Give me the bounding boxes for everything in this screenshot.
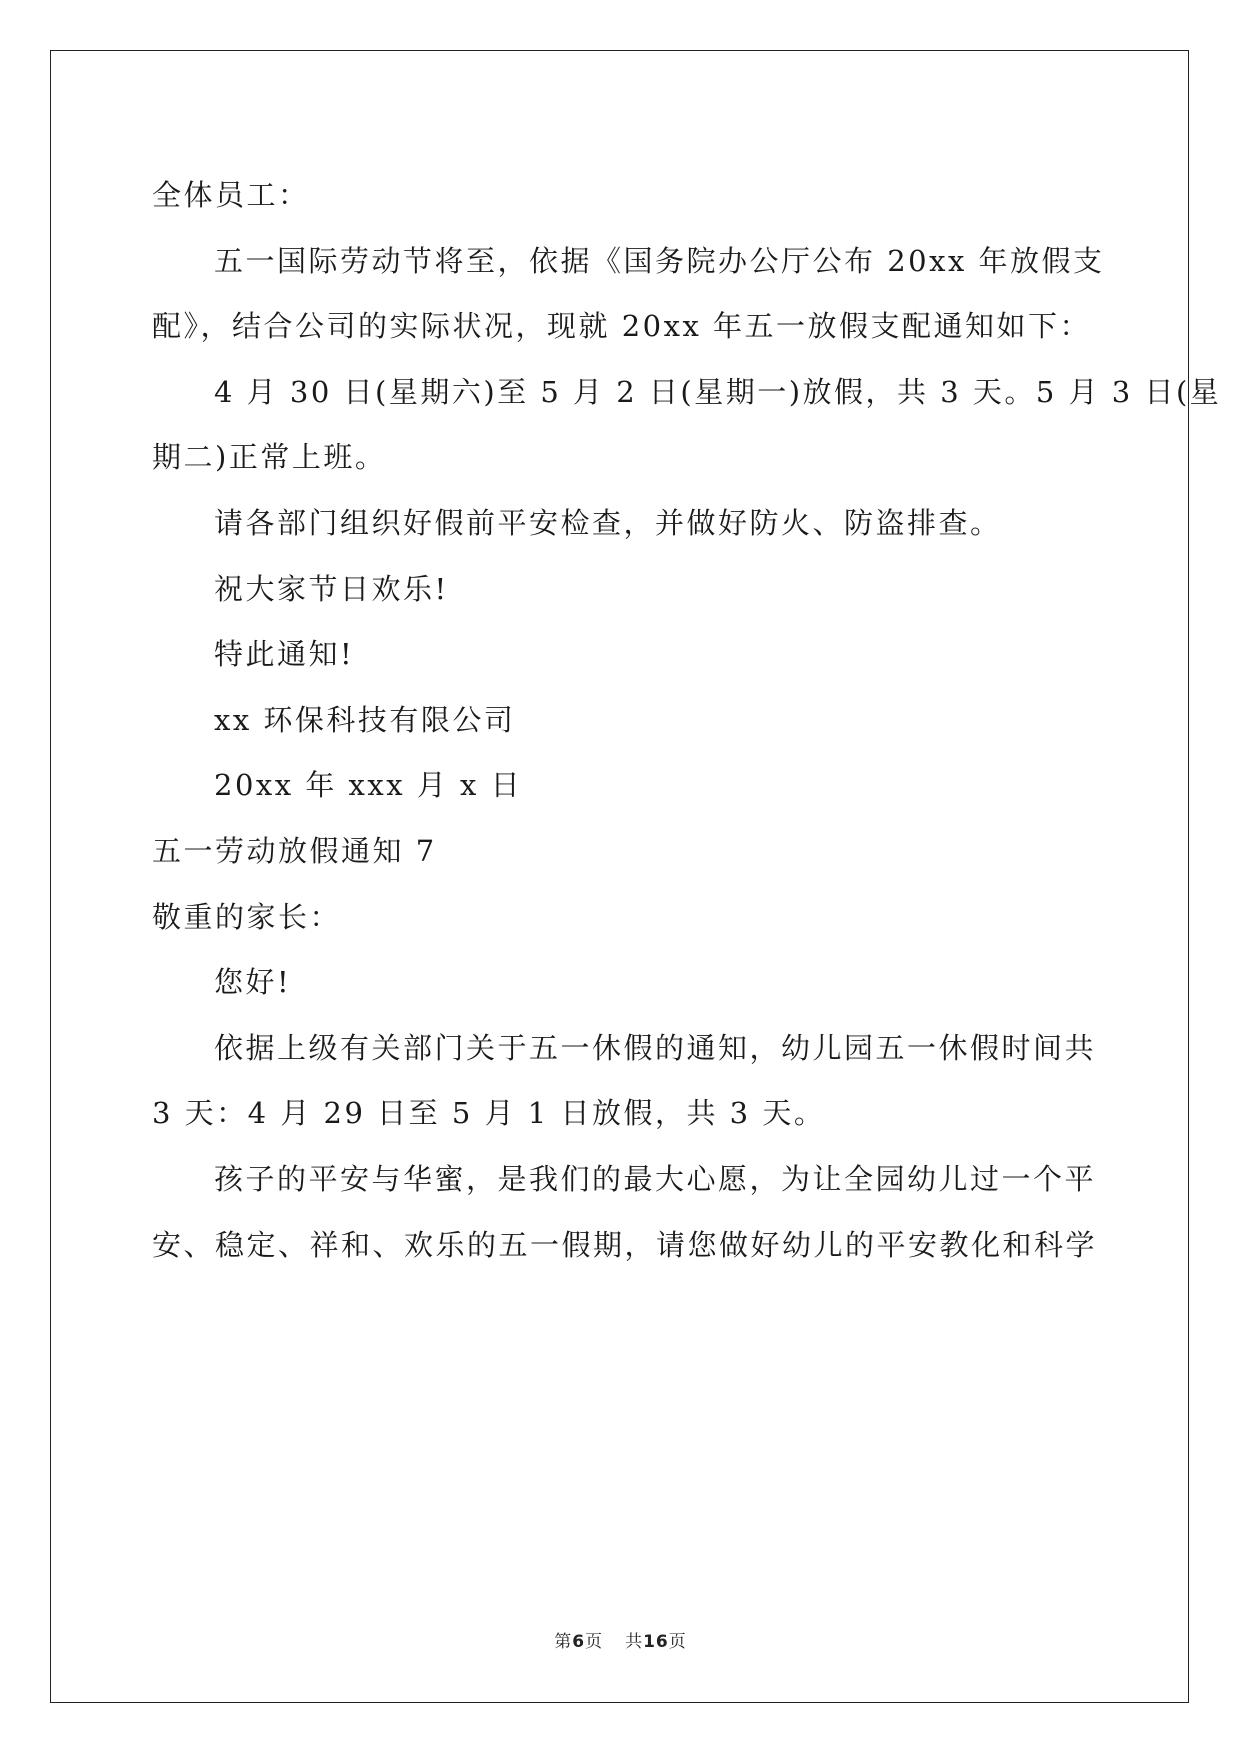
document-body xyxy=(152,170,1222,1285)
footer-total-suffix: 页 xyxy=(668,1632,687,1652)
footer-total-pages: 16 xyxy=(643,1632,669,1652)
page-footer xyxy=(0,1627,1241,1652)
text-line: 五一劳动放假通知 7 xyxy=(152,833,437,868)
text-line: 依据上级有关部门关于五一休假的通知，幼儿园五一休假时间共 xyxy=(214,1030,1097,1065)
text-line: 五一国际劳动节将至，依据《国务院办公厅公布 20xx 年放假支 xyxy=(214,243,1105,278)
footer-total-prefix: 共 xyxy=(625,1632,644,1652)
text-line: 敬重的家长： xyxy=(152,899,342,934)
text-line: 配》，结合公司的实际状况，现就 20xx 年五一放假支配通知如下： xyxy=(152,309,1092,344)
text-line: 4 月 30 日(星期六)至 5 月 2 日(星期一)放假，共 3 天。5 月 3 日(星 xyxy=(214,374,1222,409)
text-line: 安、稳定、祥和、欢乐的五一假期，请您做好幼儿的平安教化和科学 xyxy=(152,1227,1098,1262)
text-line: 特此通知! xyxy=(214,637,355,672)
text-line: xx 环保科技有限公司 xyxy=(214,702,516,737)
text-line: 孩子的平安与华蜜，是我们的最大心愿，为让全园幼儿过一个平 xyxy=(214,1161,1097,1196)
footer-prefix: 第 xyxy=(554,1632,573,1652)
text-line: 全体员工： xyxy=(152,178,310,212)
text-line: 请各部门组织好假前平安检查，并做好防火、防盗排查。 xyxy=(214,505,1002,540)
text-line: 祝大家节日欢乐! xyxy=(214,571,449,606)
text-line: 期二)正常上班。 xyxy=(152,440,387,475)
footer-current-page: 6 xyxy=(572,1632,586,1652)
footer-page-suffix: 页 xyxy=(585,1632,604,1652)
text-line: 3 天：4 月 29 日至 5 月 1 日放假，共 3 天。 xyxy=(152,1096,826,1131)
text-line: 20xx 年 xxx 月 x 日 xyxy=(214,768,523,803)
text-line: 您好! xyxy=(214,965,292,1000)
